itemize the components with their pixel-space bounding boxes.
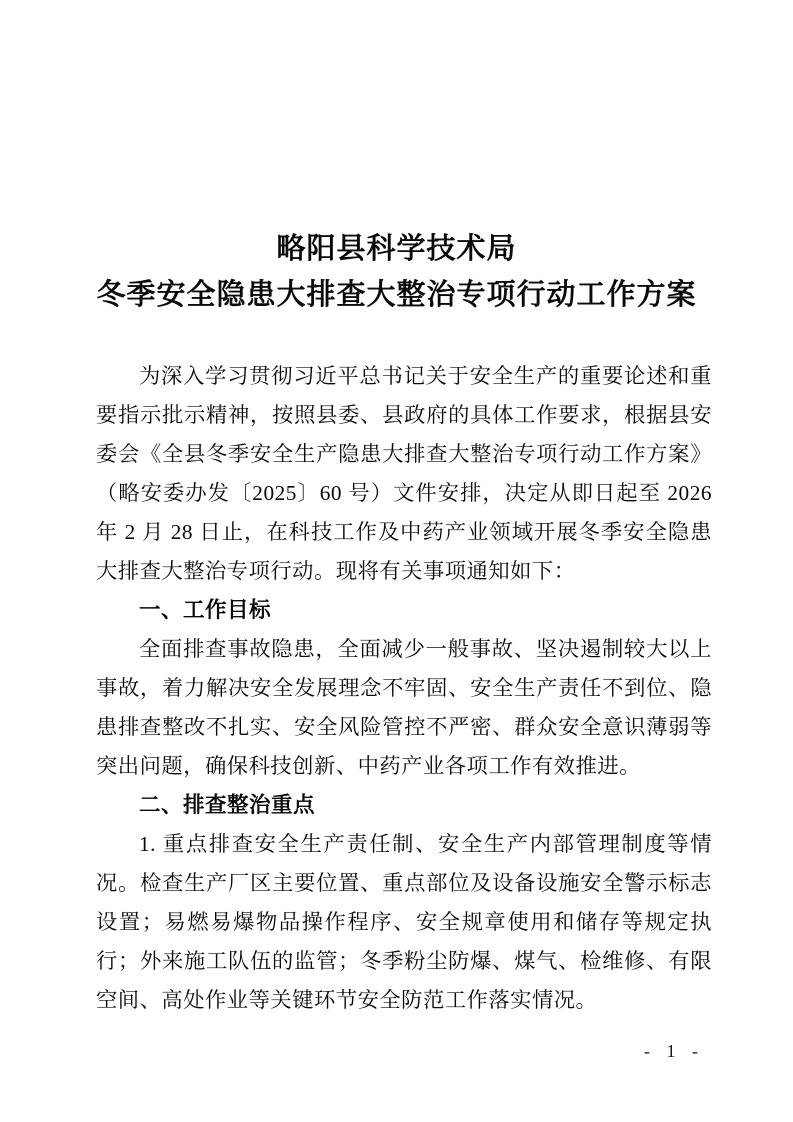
- title-line-2: 冬季安全隐患大排查大整治专项行动工作方案: [96, 279, 697, 311]
- page-number: - 1 -: [644, 1041, 698, 1061]
- title-line-1: 略阳县科学技术局: [276, 233, 517, 265]
- section-2-heading: 二、排查整治重点: [139, 793, 316, 817]
- section-1-paragraph: 全面排查事故隐患，全面减少一般事故、坚决遏制较大以上事故，着力解决安全发展理念不牢固、安全生产责任不到位、隐患排查整改不扎实、安全风险管控不严密、群众安全意识薄弱等突出问题，确保科技创新、中药产业各项工作有效推进。: [96, 637, 712, 778]
- document-title: [40, 226, 753, 318]
- document-body: [96, 357, 712, 1020]
- section-1-heading: 一、工作目标: [139, 598, 272, 622]
- intro-paragraph: 为深入学习贯彻习近平总书记关于安全生产的重要论述和重要指示批示精神，按照县委、县政府的具体工作要求，根据县安委会《全县冬季安全生产隐患大排查大整治专项行动工作方案》（略安委办发〔2025〕60 号）文件安排，决定从即日起至 2026 年 2 月 28 日止，在科技工作及中药产业领域开展冬季安全隐患大排查大整治专项行动。现将有关事项通知如下：: [96, 364, 712, 583]
- section-2-paragraph: 1. 重点排查安全生产责任制、安全生产内部管理制度等情况。检查生产厂区主要位置、重点部位及设备设施安全警示标志设置；易燃易爆物品操作程序、安全规章使用和储存等规定执行；外来施工队伍的监管；冬季粉尘防爆、煤气、检维修、有限空间、高处作业等关键环节安全防范工作落实情况。: [96, 832, 712, 1012]
